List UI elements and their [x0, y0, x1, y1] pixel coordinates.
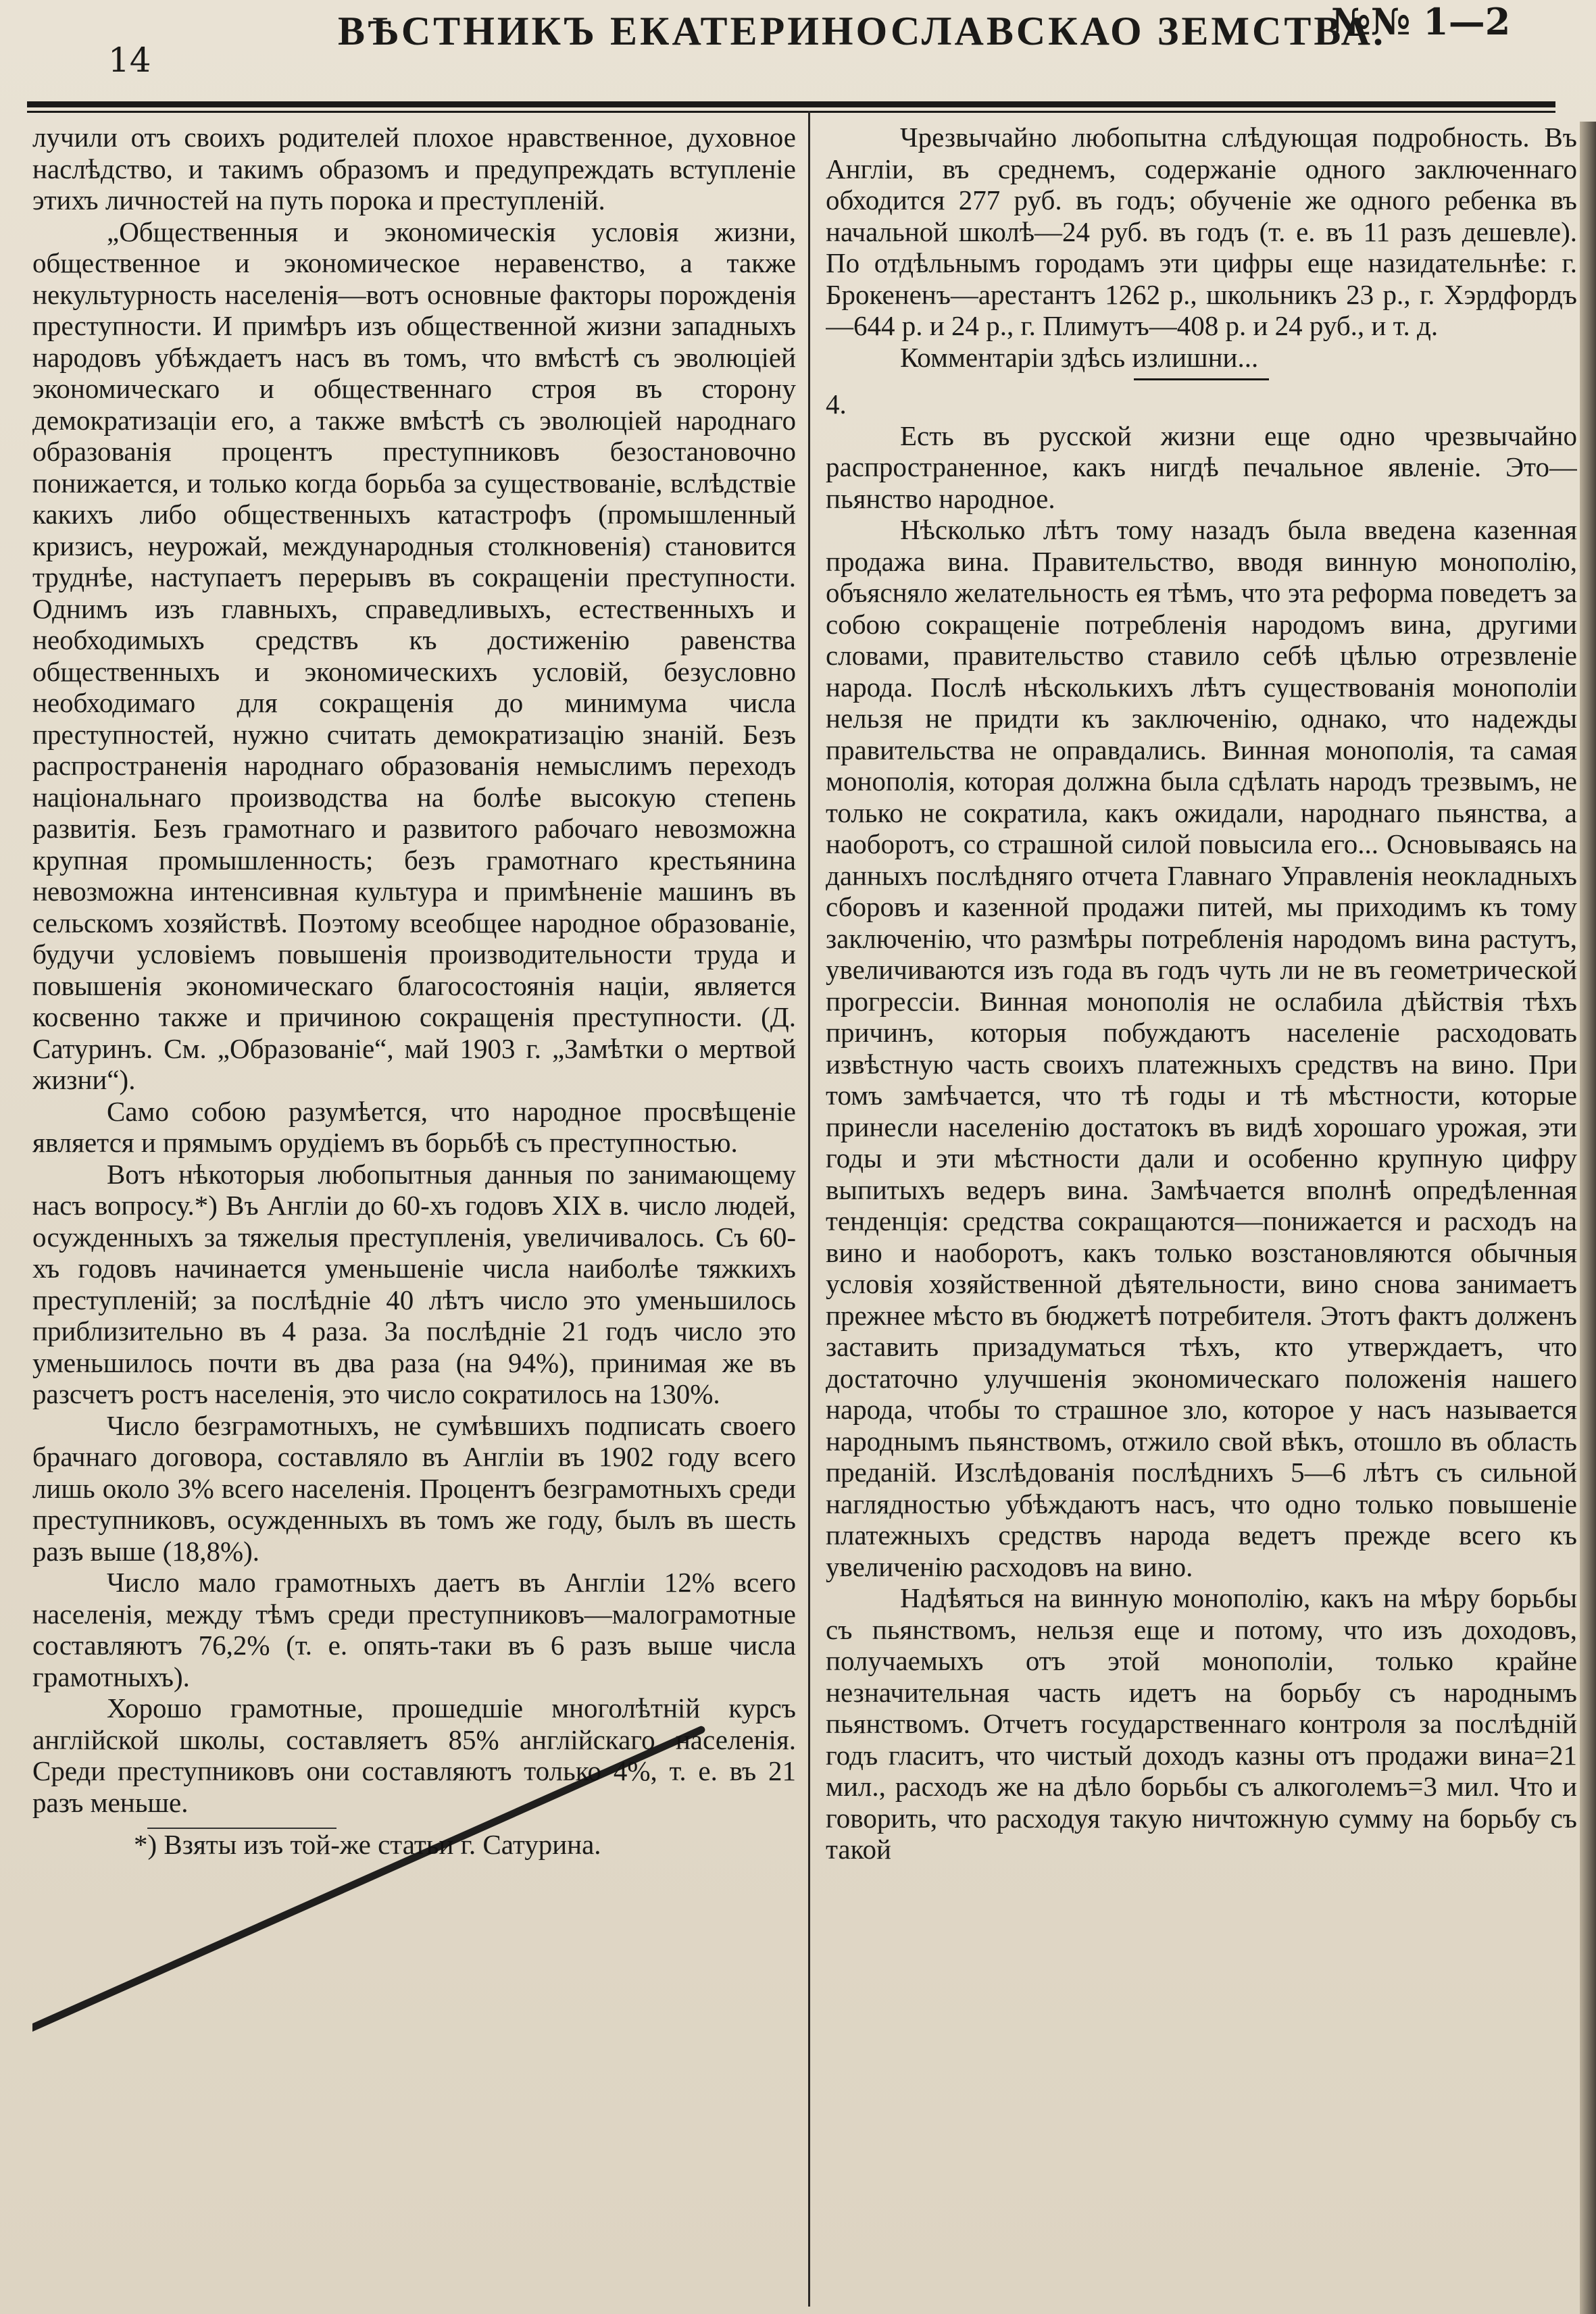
- header-rule-thin: [27, 111, 1555, 113]
- paragraph: Комментаріи здѣсь излишни...: [900, 341, 1259, 373]
- paragraph: Нѣсколько лѣтъ тому назадъ была введена казенная продажа вина. Правительство, вводя винную монополію, объясняло желательность ея тѣмъ, что эта реформа поведетъ за собою сокращеніе потребленія народомъ вина, другими словами, правительство ставило себѣ цѣлью отрезвленіе народа. Послѣ нѣсколькихъ лѣтъ существованія монополіи нельзя не придти къ заключенію, однако, что надежды правительства не оправдались. Винная монополія, та самая монополія, которая должна была сдѣлать народъ трезвымъ, не только не сократила, какъ ожидали, народнаго пьянства, а наоборотъ, со страшной силой повысила его... Основываясь на данныхъ послѣдняго отчета Главнаго Управленія неокладныхъ сборовъ и казенной продажи питей, мы приходимъ къ тому заключенію, что размѣры потребленія народомъ вина растутъ, увеличиваются изъ года въ годъ чуть ли не въ геометрической прогрессіи. Винная монополія не ослабила дѣйствія тѣхъ причинъ, которыя побуждаютъ населеніе расходовать извѣстную часть своихъ платежныхъ средствъ на вино. При томъ замѣчается, что тѣ годы и тѣ мѣстности, которые принесли населенію достатокъ въ видѣ хорошаго урожая, эти годы и эти мѣстности дали и особенно крупную цифру выпитыхъ ведеръ вина. Замѣчается вполнѣ опредѣленная тенденція: средства сокращаются—понижается и расходъ на вино и наоборотъ, какъ только возстановляются обычныя условія хозяйственной дѣятельности, вино снова занимаетъ прежнее мѣсто въ бюджетѣ потребителя. Этотъ фактъ долженъ заставить призадуматься тѣхъ, кто утверждаетъ, что достаточно улучшенія экономическаго положенія нашего народа, чтобы то страшное зло, которое у насъ называется народнымъ пьянствомъ, отжило свой вѣкъ, отошло въ область преданій. Изслѣдованія послѣднихъ 5—6 лѣтъ съ сильной наглядностью убѣждаютъ насъ, что одно только повышеніе платежныхъ средствъ народа ведетъ прежде всего къ увеличенію расходовъ на вино.: [826, 514, 1577, 1582]
- left-column: [32, 122, 796, 2290]
- page-edge-shadow: [1580, 122, 1596, 2314]
- paragraph: Число мало грамотныхъ даетъ въ Англіи 12% всего населенія, между тѣмъ среди преступниковъ—малограмотные составляютъ 76,2% (т. е. опять-таки въ 6 разъ выше числа грамотныхъ).: [32, 1567, 796, 1692]
- page-number: 14: [108, 41, 151, 80]
- paragraph: Надѣяться на винную монополію, какъ на мѣру борьбы съ пьянствомъ, нельзя еще и потому, что изъ доходовъ, получаемыхъ отъ этой монополіи, только крайне незначительная часть идетъ на борьбу съ народнымъ пьянствомъ. Отчетъ государственнаго контроля за послѣдній годъ гласитъ, что чистый доходъ казны отъ продажи вина=21 мил., расходъ же на дѣло борьбы съ алкоголемъ=3 мил. Что и говорить, что расходуя такую ничтожную сумму на борьбу съ такой: [826, 1582, 1577, 1865]
- section-number: 4.: [826, 388, 847, 420]
- right-column: [826, 122, 1577, 2304]
- page-header: [27, 0, 1554, 81]
- section-rule: [1134, 378, 1269, 380]
- header-rule: [27, 101, 1555, 107]
- paragraph: Число безграмотныхъ, не сумѣвшихъ подписать своего брачнаго договора, составляло въ Англіи въ 1902 году всего лишь около 3% всего населенія. Процентъ безграмотныхъ среди преступниковъ, осужденныхъ въ томъ же году, былъ въ шесть разъ выше (18,8%).: [32, 1409, 796, 1567]
- paragraph: Вотъ нѣкоторыя любопытныя данныя по занимающему насъ вопросу.*) Въ Англіи до 60-хъ годовъ XIX в. число людей, осужденныхъ за тяжелыя преступленія, увеличивалось. Съ 60-хъ годовъ начинается уменьшеніе числа наиболѣе тяжкихъ преступленій; за послѣдніе 40 лѣтъ число это уменьшилось приблизительно въ 4 раза. За послѣдніе 21 годъ число это уменьшилось почти въ два раза (на 94%), принимая же въ разсчетъ ростъ населенія, это число сократилось на 130%.: [32, 1158, 796, 1409]
- footnote: *) Взяты изъ той-же статьи г. Сатурина.: [134, 1829, 601, 1860]
- paragraph: Есть въ русской жизни еще одно чрезвычайно распространенное, какъ нигдѣ печальное явленіе. Это—пьянство народное.: [826, 420, 1577, 514]
- paragraph: Само собою разумѣется, что народное просвѣщеніе является и прямымъ орудіемъ въ борьбѣ съ преступностью.: [32, 1095, 796, 1158]
- issue-number: №№ 1—2: [1331, 0, 1511, 43]
- journal-title: ВѢСТНИКЪ ЕКАТЕРИНОСЛАВСКАО ЗЕМСТВА.: [338, 9, 1386, 53]
- column-divider: [808, 111, 810, 2307]
- paragraph: лучили отъ своихъ родителей плохое нравственное, духовное наслѣдство, и такимъ образомъ и предупреждать вступленіе этихъ личностей на путь порока и преступленій.: [32, 122, 796, 216]
- paragraph: „Общественныя и экономическія условія жизни, общественное и экономическое неравенство, а также некультурность населенія—вотъ основные факторы порожденія преступности. И примѣръ изъ общественной жизни западныхъ народовъ убѣждаетъ насъ въ томъ, что вмѣстѣ съ эволюціей экономическаго и общественнаго строя въ сторону демократизаціи его, а также вмѣстѣ съ эволюціей народнаго образованія процентъ преступниковъ безостановочно понижается, и только когда борьба за существованіе, вслѣдствіе какихъ либо общественныхъ катастрофъ (промышленный кризисъ, неурожай, международныя столкновенія) становится труднѣе, наступаетъ перерывъ въ сокращеніи преступности. Однимъ изъ главныхъ, справедливыхъ, естественныхъ и необходимыхъ средствъ къ достиженію равенства общественныхъ и экономическихъ условій, безусловно необходимаго для сокращенія до минимума числа преступностей, нужно считать демократизацію знаній. Безъ распространенія народнаго образованія немыслимъ переходъ національнаго производства на болѣе высокую степень развитія. Безъ грамотнаго и развитого рабочаго невозможна крупная промышленность; безъ грамотнаго крестьянина невозможна интенсивная культура и примѣненіе машинъ въ сельскомъ хозяйствѣ. Поэтому всеобщее народное образованіе, будучи условіемъ повышенія производительности труда и повышенія экономическаго благосостоянія націи, является косвенно также и причиною сокращенія преступности. (Д. Сатуринъ. См. „Образованіе“, май 1903 г. „Замѣтки о мертвой жизни“).: [32, 216, 796, 1095]
- paragraph: Чрезвычайно любопытна слѣдующая подробность. Въ Англіи, въ среднемъ, содержаніе одного заключеннаго обходится 277 руб. въ годъ; обученіе же одного ребенка въ начальной школѣ—24 руб. въ годъ (т. е. въ 11 разъ дешевле). По отдѣльнымъ городамъ эти цифры еще назидательнѣе: г. Брокененъ—арестантъ 1262 р., школьникъ 23 р., г. Хэрдфордъ—644 р. и 24 р., г. Плимутъ—408 р. и 24 руб., и т. д.: [826, 122, 1577, 341]
- paragraph: Хорошо грамотные, прошедшіе многолѣтній курсъ англійской школы, составляетъ 85% англійскаго населенія. Среди преступниковъ они составляютъ только 4%, т. е. въ 21 разъ меньше.: [32, 1692, 796, 1818]
